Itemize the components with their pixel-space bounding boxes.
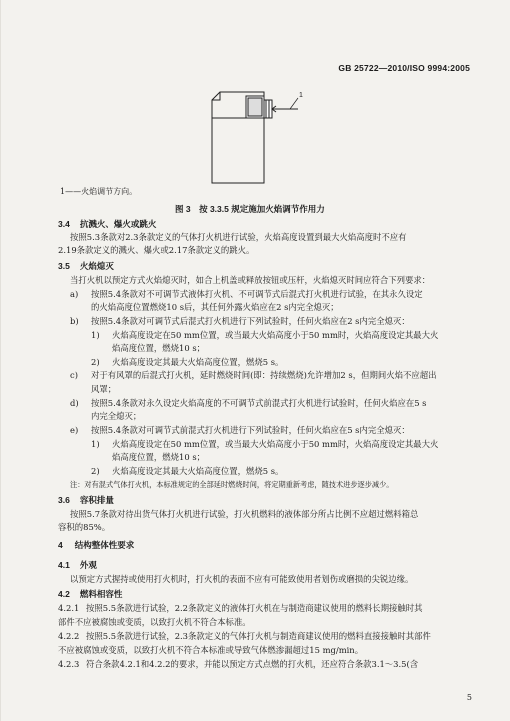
section-3-4-line: 2.19条款定义的溅火、爆火或2.17条款定义的跳火。 — [58, 245, 255, 255]
clause-4-2-1-line: 按照5.5条款进行试验，2.2条款定义的液体打火机在与制造商建议使用的燃料长期接触时其 — [86, 603, 423, 613]
list-a-line: 按照5.4条款对不可调节式液体打火机、不可调节式后混式打火机进行试验，在其永久设定 — [91, 289, 423, 299]
list-a-line: 的火焰高度位置燃烧10 s后，其任何外露火焰应在2 s内完全熄灭； — [91, 302, 339, 312]
list-label-a: a) — [70, 289, 79, 299]
section-3-4-line: 按照5.3条款对2.3条款定义的气体打火机进行试验，火焰高度设置到最大火焰高度时不应有 — [70, 232, 407, 242]
list-d-line: 内完全熄灭； — [91, 411, 142, 421]
lighter-body — [212, 118, 264, 183]
section-4-1-heading: 4.1 外观 — [58, 560, 97, 570]
section-4-heading: 4 结构整体性要求 — [58, 540, 135, 550]
section-3-5-note: 注：对有混式气体打火机，本标准规定的全部延时燃烧时间，将定期重新考虑，随技术进步逐步减少。 — [70, 480, 394, 489]
section-3-4-heading: 3.4 抗溅火、爆火或跳火 — [58, 219, 157, 229]
list-e-line: 按照5.4条款对可调节式前混式打火机进行下列试验时，任何火焰应在5 s内完全熄灭： — [91, 425, 410, 435]
figure-legend: 1——火焰调节方向。 — [60, 187, 138, 196]
list-c-line: 对于有风罩的后混式打火机，延时燃烧时间(即：持续燃烧)允许增加2 s，但期间火焰不应超出 — [91, 370, 437, 380]
clause-4-2-2-line: 按照5.5条款进行试验，2.3条款定义的气体打火机与制造商建议使用的燃料直接接触时其部件 — [86, 631, 431, 641]
standard-number: GB 25722—2010/ISO 9994:2005 — [338, 63, 470, 73]
clause-4-2-1-number: 4.2.1 — [58, 603, 80, 613]
list-b1-line: 焰高度位置，燃烧10 s； — [112, 343, 205, 353]
list-b2-line: 火焰高度设定其最大火焰高度位置，燃烧5 s。 — [112, 357, 284, 367]
section-3-6-line: 按照5.7条款对待出货气体打火机进行试验，打火机燃料的液体部分所占比例不应超过燃料箱总 — [70, 509, 419, 519]
list-e2-line: 火焰高度设定其最大火焰高度位置，燃烧5 s。 — [112, 466, 284, 476]
section-4-1-line: 以预定方式握持或使用打火机时，打火机的表面不应有可能致使用者划伤或磨损的尖锐边缘。 — [70, 574, 414, 584]
list-e1-line: 火焰高度设定在50 mm位置，或当最大火焰高度小于50 mm时，火焰高度设定其最大火 — [112, 439, 439, 449]
list-label-e: e) — [70, 425, 79, 435]
list-b-line: 按照5.4条款对可调节式后混式打火机进行下列试验时，任何火焰应在2 s内完全熄灭： — [91, 316, 410, 326]
section-3-5-heading: 3.5 火焰熄灭 — [58, 261, 114, 271]
lighter-figure — [190, 80, 320, 185]
clause-4-2-1-line: 部件不应被腐蚀或变质，以致打火机不符合本标准。 — [58, 617, 251, 627]
list-b1-line: 火焰高度设定在50 mm位置，或当最大火焰高度小于50 mm时，火焰高度设定其最大火 — [112, 330, 439, 340]
clause-4-2-2-number: 4.2.2 — [58, 631, 80, 641]
list-label-d: d) — [70, 398, 79, 408]
figure-caption: 图 3 按 3.3.5 规定施加火焰调节作用力 — [175, 204, 325, 214]
list-label-b2: 2) — [91, 357, 100, 367]
clause-4-2-3-number: 4.2.3 — [58, 659, 80, 669]
clause-4-2-2-line: 不应被腐蚀或变质，以致打火机不符合本标准或导致气体燃渗漏超过15 mg/min。 — [58, 645, 364, 655]
clause-4-2-3-line: 符合条款4.2.1和4.2.2的要求，并能以预定方式点燃的打火机，还应符合条款3.1～3.5(含 — [86, 659, 419, 669]
section-3-5-intro: 当打火机以预定方式火焰熄灭时，如合上机盖或释放按钮或压杆，火焰熄灭时间应符合下列要求： — [70, 275, 431, 285]
list-e1-line: 焰高度位置，燃烧10 s； — [112, 452, 205, 462]
page-number: 5 — [466, 693, 472, 702]
list-label-e1: 1) — [91, 439, 100, 449]
list-d-line: 按照5.4条款对永久设定火焰高度的不可调节式前混式打火机进行试验时，任何火焰应在5 s — [91, 398, 427, 408]
list-label-c: c) — [70, 370, 78, 380]
list-label-b1: 1) — [91, 330, 100, 340]
section-4-2-heading: 4.2 燃料相容性 — [58, 589, 123, 599]
section-3-6-line: 容积的85%。 — [58, 522, 111, 532]
list-label-e2: 2) — [91, 466, 100, 476]
list-label-b: b) — [70, 316, 79, 326]
section-3-6-heading: 3.6 容积排量 — [58, 495, 114, 505]
list-c-line: 风罩； — [91, 384, 117, 394]
callout-1: 1 — [299, 92, 303, 99]
